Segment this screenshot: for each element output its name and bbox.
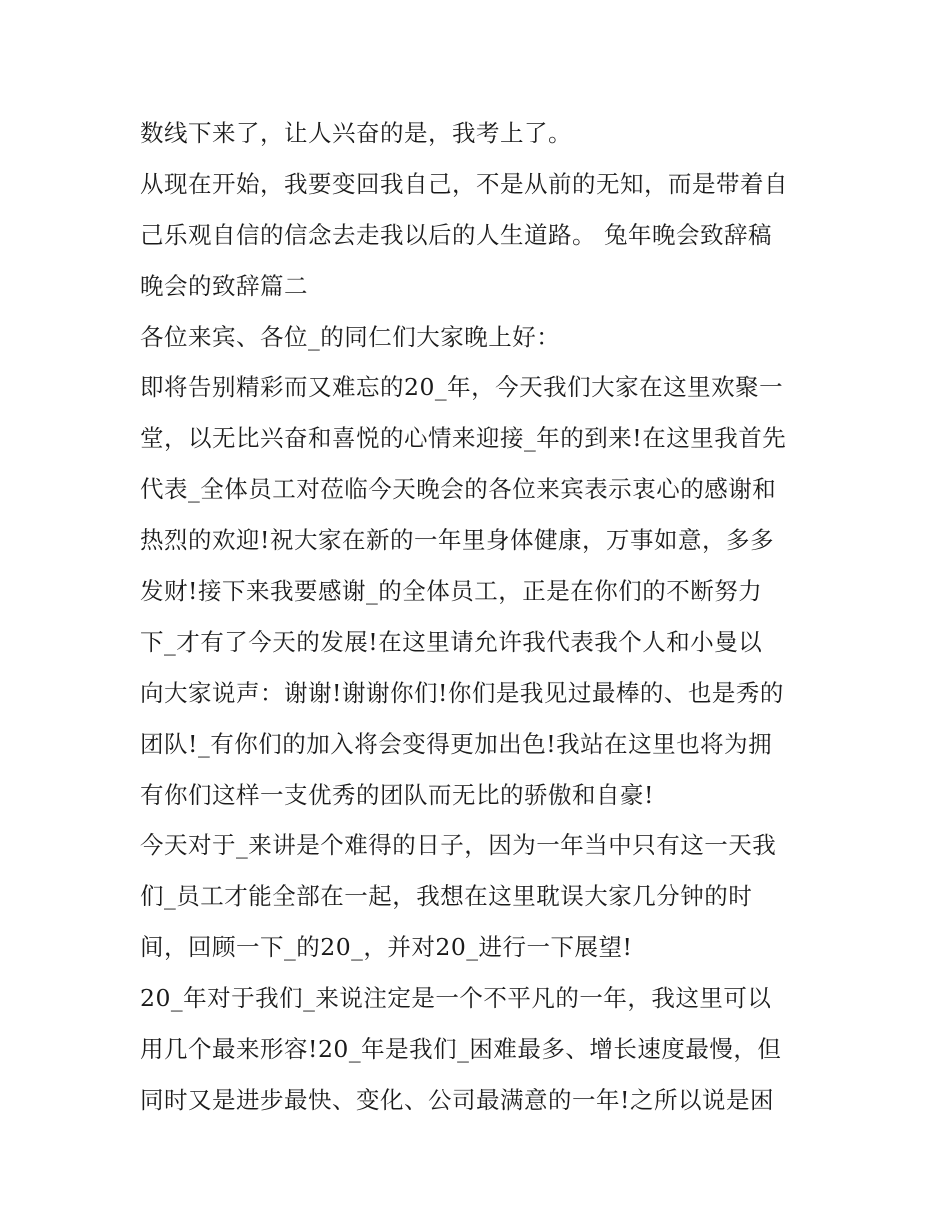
text-line: 用几个最来形容!20_年是我们_困难最多、增长速度最慢，但 — [140, 1035, 782, 1064]
text-line: 有你们这样一支优秀的团队而无比的骄傲和自豪! — [140, 780, 654, 809]
text-line: 20_年对于我们_来说注定是一个不平凡的一年，我这里可以 — [140, 984, 772, 1013]
text-line: 数线下来了，让人兴奋的是，我考上了。 — [140, 119, 572, 147]
text-line: 从现在开始，我要变回我自己，不是从前的无知，而是带着自 — [140, 169, 788, 198]
text-line: 代表_全体员工对莅临今天晚会的各位来宾表示衷心的感谢和 — [140, 475, 777, 504]
text-line: 间，回顾一下_的20_，并对20_进行一下展望! — [140, 933, 633, 962]
text-line: 堂，以无比兴奋和喜悦的心情来迎接_年的到来!在这里我首先 — [140, 424, 787, 453]
text-line: 们_员工才能全部在一起，我想在这里耽误大家几分钟的时 — [140, 882, 753, 911]
text-line: 下_才有了今天的发展!在这里请允许我代表我个人和小曼以 — [140, 627, 763, 656]
text-line: 己乐观自信的信念去走我以后的人生道路。 兔年晚会致辞稿 — [140, 220, 772, 249]
text-line: 团队!_有你们的加入将会变得更加出色!我站在这里也将为拥 — [140, 729, 773, 758]
text-line: 即将告别精彩而又难忘的20_年，今天我们大家在这里欢聚一 — [140, 373, 784, 402]
text-line: 发财!接下来我要感谢_的全体员工，正是在你们的不断努力 — [140, 577, 763, 606]
document-text — [140, 108, 820, 1126]
text-line: 热烈的欢迎!祝大家在新的一年里身体健康，万事如意，多多 — [140, 526, 774, 555]
text-line: 各位来宾、各位_的同仁们大家晚上好： — [140, 322, 561, 351]
text-line: 今天对于_来讲是个难得的日子，因为一年当中只有这一天我 — [140, 831, 777, 860]
text-line: 向大家说声：谢谢!谢谢你们!你们是我见过最棒的、也是秀的 — [140, 678, 784, 707]
text-line: 同时又是进步最快、变化、公司最满意的一年!之所以说是困 — [140, 1085, 774, 1114]
section-heading: 晚会的致辞篇二 — [140, 271, 308, 300]
